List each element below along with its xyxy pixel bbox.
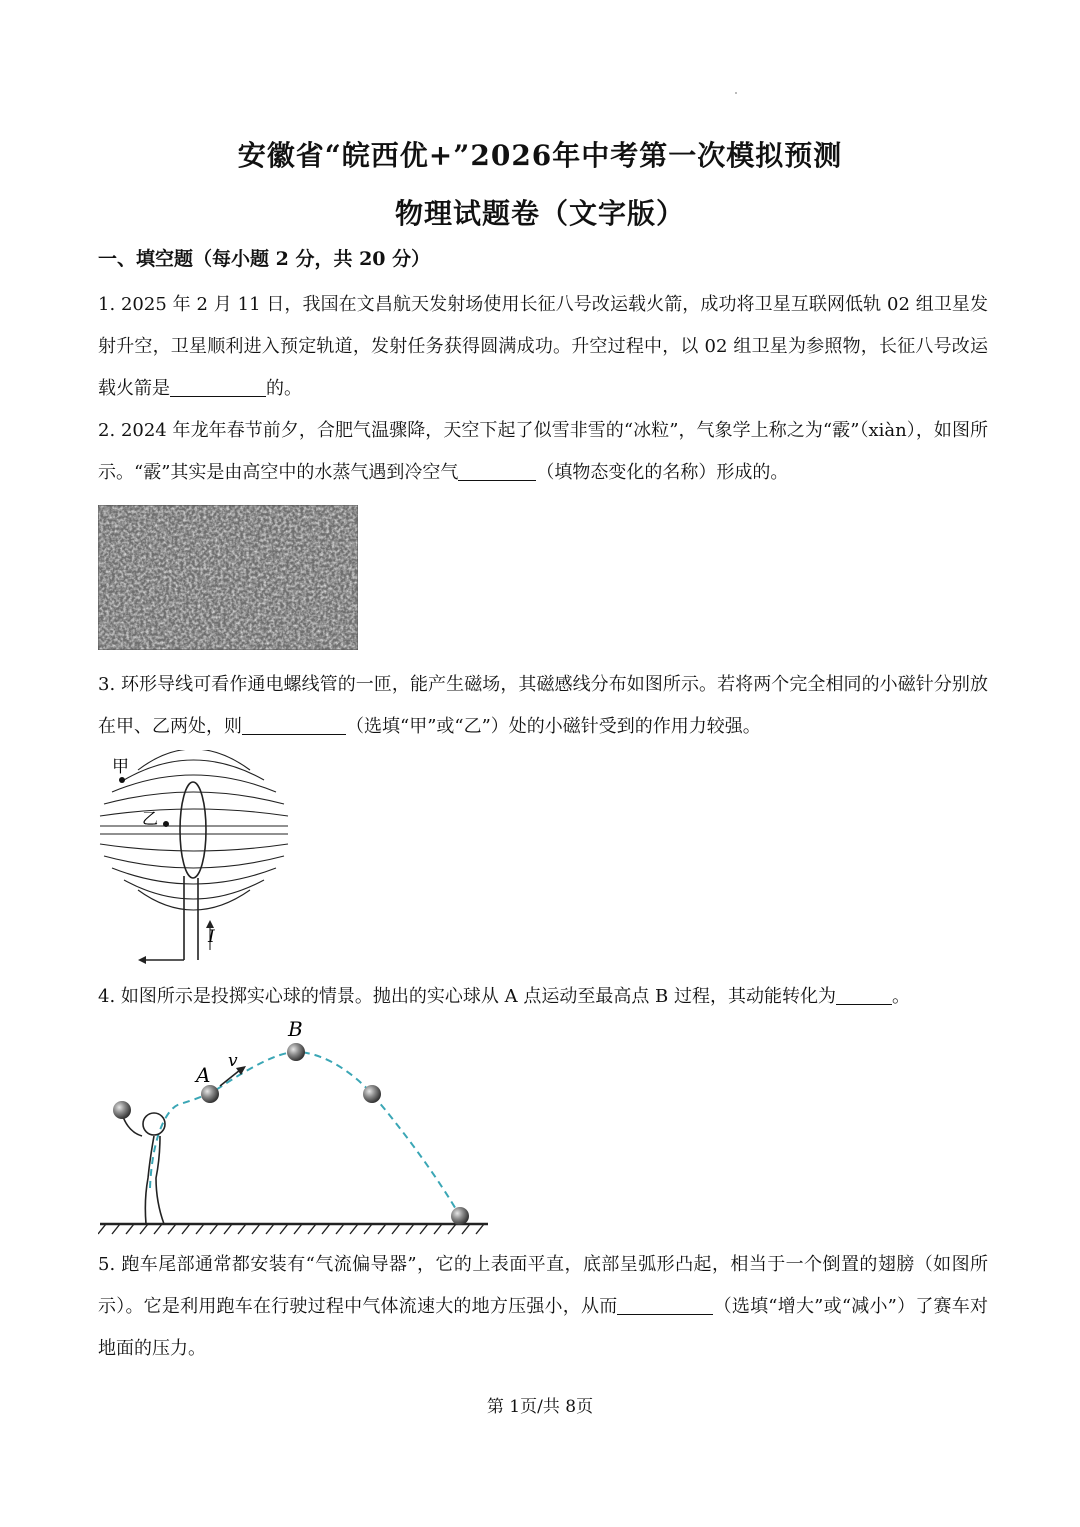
shot-put-figure — [98, 1018, 498, 1243]
question-3-blank — [242, 712, 346, 735]
exam-subtitle: 物理试题卷（文字版） — [394, 197, 685, 230]
ball-descending — [363, 1085, 381, 1103]
question-5-text: 5. 跑车尾部通常都安装有“气流偏导器”，它的上表面平直，底部呈弧形凸起，相当于一个倒置的翅膀（如图所示）。它是利用跑车在行驶过程中气体流速大的地方压强小，从而 — [98, 1254, 988, 1317]
label-yi: 乙 — [142, 809, 159, 828]
label-current: I — [208, 927, 215, 947]
scan-speck — [735, 92, 737, 94]
question-4-tail: 。 — [892, 986, 911, 1007]
question-2 — [98, 410, 988, 494]
point-jia — [119, 777, 125, 783]
question-5 — [98, 1244, 988, 1370]
question-1-tail: 的。 — [266, 378, 302, 399]
question-1-text: 1. 2025 年 2 月 11 日，我国在文昌航天发射场使用长征八号改运载火箭，成功将卫星互联网低轨 02 组卫星发射升空，卫星顺利进入预定轨道，发射任务获得圆满成功。升空过程中，以 02 组卫星为参照物，长征八号改运载火箭是 — [98, 294, 988, 399]
question-3-text: 3. 环形导线可看作通电螺线管的一匝，能产生磁场，其磁感线分布如图所示。若将两个完全相同的小磁针分别放在甲、乙两处，则 — [98, 674, 988, 737]
question-2-tail: （填物态变化的名称）形成的。 — [536, 462, 789, 483]
magnetic-field-figure — [98, 750, 293, 970]
thrower-figure — [122, 1113, 165, 1224]
ball-point-a — [201, 1085, 219, 1103]
page-number: 第 1页/共 8页 — [486, 1397, 594, 1417]
question-4-blank — [836, 982, 892, 1005]
graupel-photo — [98, 505, 358, 650]
label-v: v — [228, 1051, 238, 1071]
ball-in-hand — [113, 1101, 131, 1119]
question-1 — [98, 284, 988, 410]
question-2-blank — [458, 458, 536, 481]
exam-title: 安徽省“皖西优+”2026年中考第一次模拟预测 — [237, 139, 843, 172]
velocity-arrow — [220, 1070, 240, 1086]
question-3 — [98, 664, 988, 748]
point-yi — [163, 821, 169, 827]
section-heading: 一、填空题（每小题 2 分，共 20 分） — [98, 248, 431, 270]
question-4-text: 4. 如图所示是投掷实心球的情景。抛出的实心球从 A 点运动至最高点 B 过程，其动能转化为 — [98, 986, 837, 1007]
label-jia: 甲 — [112, 757, 129, 777]
ball-point-b — [287, 1043, 305, 1061]
question-5-tail: （选填“增大”或“减小”）了赛车对地面的压力。 — [98, 1296, 988, 1359]
ground-hatching — [98, 1224, 484, 1234]
question-4 — [98, 976, 988, 1018]
question-2-text: 2. 2024 年龙年春节前夕，合肥气温骤降，天空下起了似雪非雪的“冰粒”，气象学上称之为“霰”（xiàn），如图所示。“霰”其实是由高空中的水蒸气遇到冷空气 — [98, 420, 988, 483]
question-1-blank — [170, 374, 266, 397]
ball-landing — [451, 1207, 469, 1225]
label-b: B — [288, 1018, 303, 1041]
question-5-blank — [617, 1292, 713, 1315]
label-a: A — [196, 1063, 211, 1087]
wire-arrowhead — [138, 956, 146, 964]
question-3-tail: （选填“甲”或“乙”）处的小磁针受到的作用力较强。 — [346, 716, 761, 737]
